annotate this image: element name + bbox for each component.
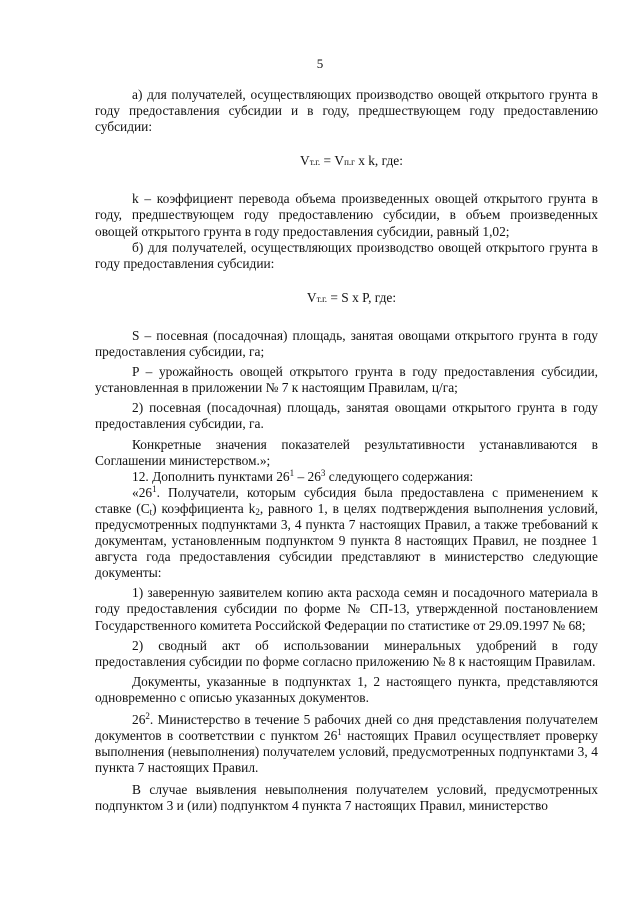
paragraph-s: S – посевная (посадочная) площадь, занятая овощами открытого грунта в году предоставления субсидии, га; <box>95 327 598 360</box>
paragraph-12: 12. Дополнить пунктами $26^1 - 26^3$ следующего содержания: <box>132 467 474 484</box>
formula-2: Vт.г. = S x P, где: <box>306 289 397 305</box>
document-body <box>95 87 598 815</box>
paragraph-p: P – урожайность овощей открытого грунта в году предоставления субсидии, установленная в приложении № 7 к настоящим Правилам, ц/га; <box>95 364 598 396</box>
paragraph-2: 2) посевная (посадочная) площадь, занятая овощами открытого грунта в году предоставления субсидии, га. <box>95 400 598 432</box>
paragraph-docs: Документы, указанные в подпунктах 1, 2 настоящего пункта, представляются одновременно с описью указанных документов. <box>95 673 598 705</box>
item-2: 2) сводный акт об использовании минеральных удобрений в году предоставления субсидии по форме согласно приложению № 8 к настоящим Правилам. <box>95 637 598 669</box>
paragraph-26-2: $26^2$. Министерство в течение 5 рабочих дней со дня представления получателем документов в соответствии с пунктом $26^1$ настоящих Правил осуществляет проверку выполнения (невыполнения) получателем условий, предусмотренных подпунктами 3, 4 пункта 7 настоящих Правил. <box>95 711 599 776</box>
paragraph-k: k – коэффициент перевода объема произведенных овощей открытого грунта в году, предшествующем году предоставлению субсидии, в объем произведенных овощей открытого грунта в году предоставления субсидии, равный 1,02; <box>95 191 598 239</box>
paragraph-26-1: «$26^1$. Получатели, которым субсидия была предоставлена с применением к ставке (Ct) коэффициента k2, равного 1, в целях подтверждения выполнения условий, предусмотренных подпунктами 3, 4 пункта 7 настоящих Правил, а также требований к документам, установленным подпунктом 9 пункта 8 настоящих Правил, не позднее 1 августа года предоставления субсидии представляют в министерство следующие документы: <box>95 483 598 581</box>
paragraph-concrete: Конкретные значения показателей результативности устанавливаются в Соглашении министерством.»; <box>95 436 598 468</box>
page-number: 5 <box>316 56 324 71</box>
formula-1: Vт.г. = Vп.г x k, где: <box>300 153 403 169</box>
paragraph-last: В случае выявления невыполнения получателем условий, предусмотренных подпунктом 3 и (или) подпунктом 4 пункта 7 настоящих Правил, министерство <box>95 782 598 814</box>
paragraph-a: а) для получателей, осуществляющих производство овощей открытого грунта в году предоставления субсидии и в году, предшествующем году предоставлению субсидии: <box>95 87 598 135</box>
paragraph-b: б) для получателей, осуществляющих производство овощей открытого грунта в году предоставления субсидии: <box>95 239 598 271</box>
item-1: 1) заверенную заявителем копию акта расхода семян и посадочного материала в году предоставления субсидии по форме № СП-13, утвержденной постановлением Государственного комитета Российской Федерации по статистике от 29.09.1997 № 68; <box>95 585 598 633</box>
